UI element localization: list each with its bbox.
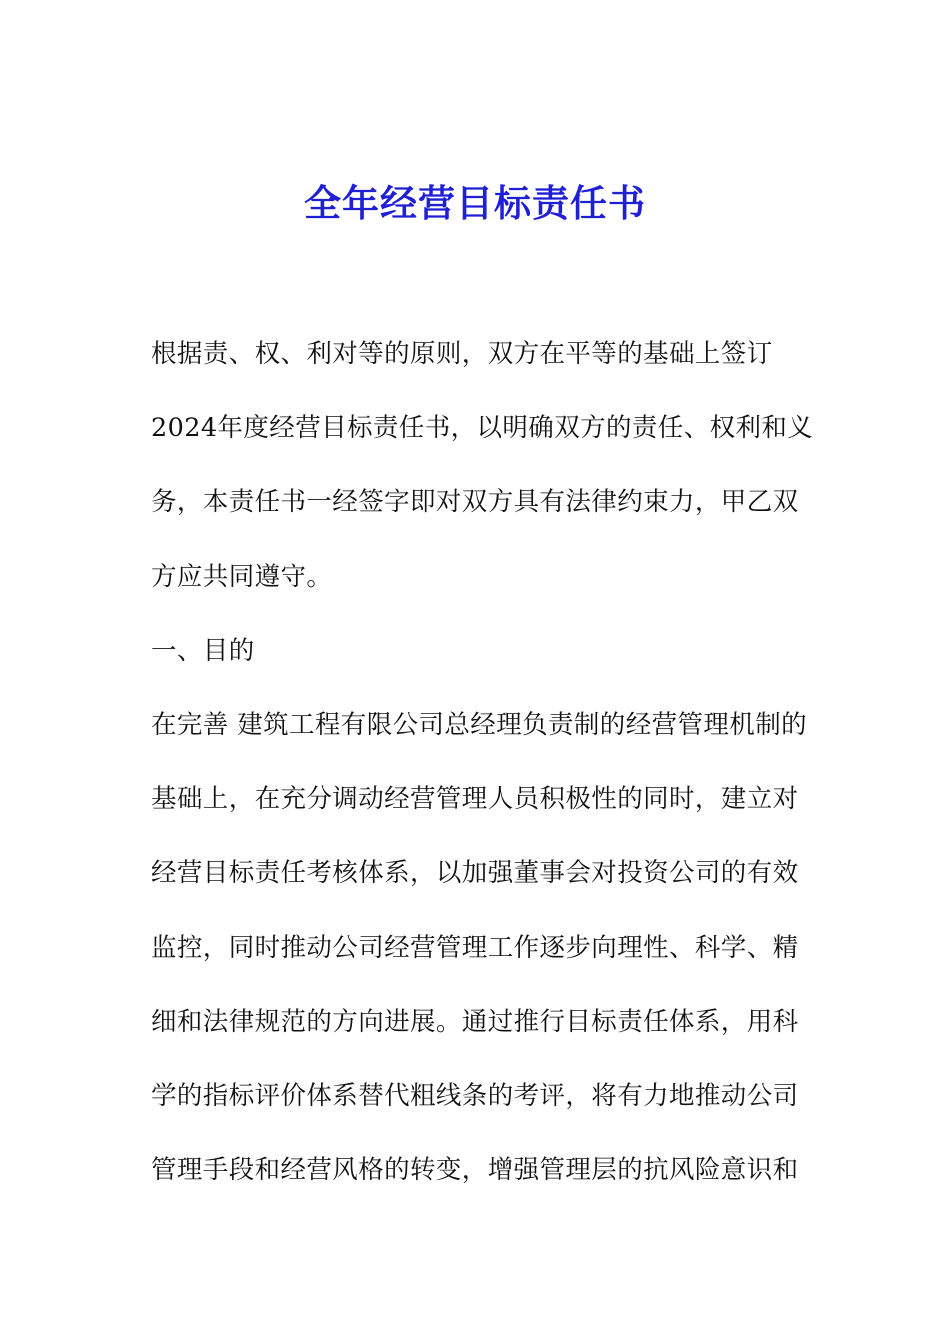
body-line: 学的指标评价体系替代粗线条的考评，将有力地推动公司 [151, 1080, 799, 1111]
body-line: 务，本责任书一经签字即对双方具有法律约束力，甲乙双 [151, 487, 799, 518]
body-line: 基础上，在充分调动经营管理人员积极性的同时，建立对 [151, 784, 799, 815]
body-line: 管理手段和经营风格的转变，增强管理层的抗风险意识和 [151, 1155, 799, 1186]
body-line: 经营目标责任考核体系，以加强董事会对投资公司的有效 [151, 858, 799, 889]
body-line: 根据责、权、利对等的原则，双方在平等的基础上签订 [151, 339, 773, 369]
body-line: 监控，同时推动公司经营管理工作逐步向理性、科学、精 [151, 932, 799, 963]
document-body [151, 325, 814, 1215]
body-line: 2024年度经营目标责任书，以明确双方的责任、权利和义 [151, 413, 814, 444]
body-line: 在完善 建筑工程有限公司总经理负责制的经营管理机制的 [151, 709, 808, 740]
body-line: 细和法律规范的方向进展。通过推行目标责任体系，用科 [151, 1006, 799, 1037]
body-line: 方应共同遵守。 [151, 561, 333, 592]
document-title: 全年经营目标责任书 [304, 181, 646, 225]
section-heading: 一、目的 [151, 635, 255, 666]
